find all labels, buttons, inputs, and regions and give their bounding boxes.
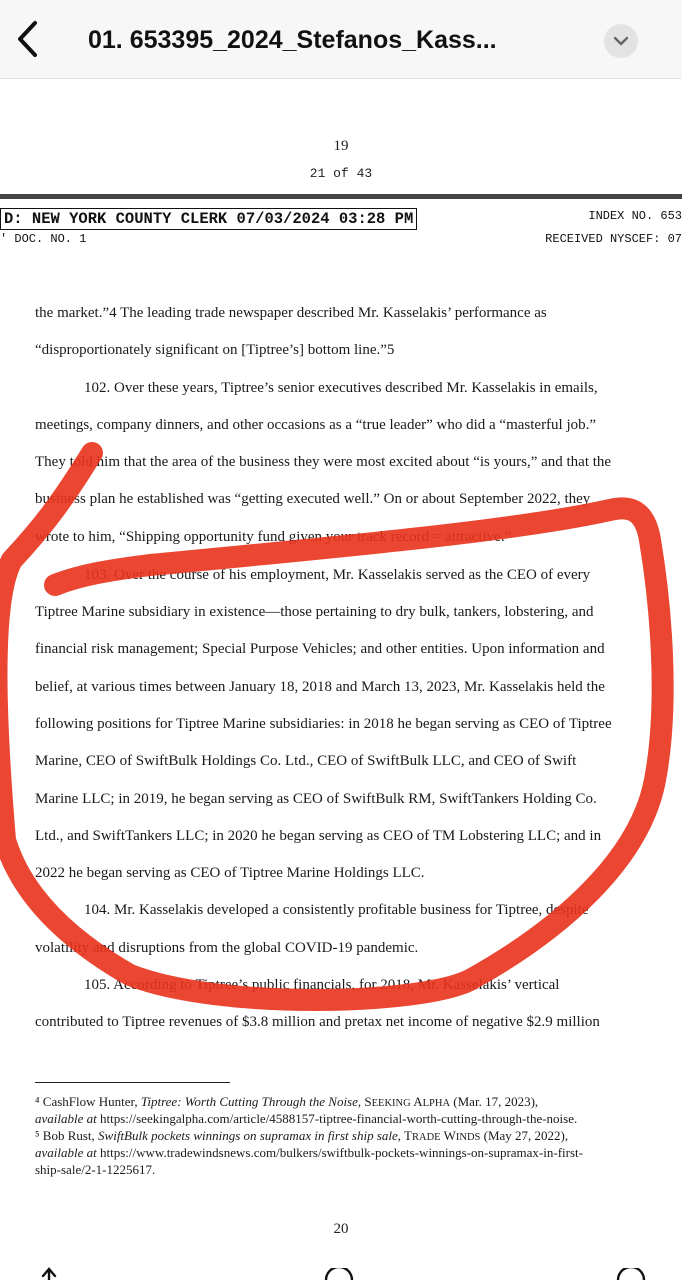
footnote-5-url-cont: ship-sale/2-1-1225617. [35, 1162, 156, 1177]
body-line: Marine, CEO of SwiftBulk Holdings Co. Ltd., CEO of SwiftBulk LLC, and CEO of Swift [35, 753, 577, 769]
body-line: Ltd., and SwiftTankers LLC; in 2020 he began serving as CEO of TM Lobstering LLC; and in [35, 828, 602, 844]
footnote-5: ⁵ Bob Rust, SwiftBulk pockets winnings on supramax in first ship sale, TRADE WINDS (May 27, 2022), [35, 1128, 569, 1143]
page-counter: 21 of 43 [309, 166, 373, 181]
body-line: contributed to Tiptree revenues of $3.8 million and pretax net income of negative $2.9 million [35, 1014, 600, 1030]
top-bar [0, 0, 682, 79]
body-line: financial risk management; Special Purpose Vehicles; and other entities. Upon information and [35, 641, 605, 657]
body-line: “disproportionately significant on [Tiptree’s] bottom line.”5 [35, 342, 395, 358]
footnote-4: ⁴ CashFlow Hunter, Tiptree: Worth Cutting Through the Noise, SEEKING ALPHA (Mar. 17, 2023), [35, 1094, 539, 1109]
bottom-toolbar [0, 1262, 682, 1280]
page-number-top: 19 [333, 138, 349, 154]
body-line: Marine LLC; in 2019, he began serving as CEO of SwiftBulk RM, SwiftTankers Holding Co. [35, 791, 597, 807]
footnote-4-url: available at https://seekingalpha.com/article/4588157-tiptree-financial-worth-cutting-through-the-noise. [35, 1111, 578, 1126]
body-line: business plan he established was “getting executed well.” On or about September 2022, they [35, 491, 591, 507]
doc-number: ' DOC. NO. 1 [0, 232, 87, 246]
footnote-link[interactable]: https://www.tradewindsnews.com/bulkers/swiftbulk-pockets-winnings-on-supramax-in-first- [96, 1145, 583, 1160]
body-line: wrote to him, “Shipping opportunity fund given your track record = attractive.” [35, 529, 512, 545]
chevron-down-icon [613, 36, 629, 46]
footnote-5-url: available at https://www.tradewindsnews.com/bulkers/swiftbulk-pockets-winnings-on-supramax-in-first- [35, 1145, 583, 1160]
body-line: following positions for Tiptree Marine subsidiaries: in 2018 he began serving as CEO of Tiptree [35, 716, 612, 732]
document-title: 01. 653395_2024_Stefanos_Kass... [88, 26, 497, 54]
paragraph-104: 104. Mr. Kasselakis developed a consistently profitable business for Tiptree, despite [84, 902, 589, 918]
clerk-stamp: D: NEW YORK COUNTY CLERK 07/03/2024 03:28 PM [0, 208, 417, 230]
share-icon[interactable] [36, 1266, 62, 1280]
chevron-left-icon [15, 19, 41, 59]
body-line: belief, at various times between January 18, 2018 and March 13, 2023, Mr. Kasselakis held the [35, 679, 605, 695]
body-line: volatility and disruptions from the global COVID-19 pandemic. [35, 940, 419, 956]
body-line: meetings, company dinners, and other occasions as a “true leader” who did a “masterful job.” [35, 417, 597, 433]
footnote-link[interactable]: https://seekingalpha.com/article/4588157-tiptree-financial-worth-cutting-through-the-noise. [96, 1111, 578, 1126]
search-icon[interactable] [322, 1268, 356, 1280]
body-line: They told him that the area of the business they were most excited about “is yours,” and that the [35, 454, 612, 470]
paragraph-103: 103. Over the course of his employment, Mr. Kasselakis served as the CEO of every [84, 567, 591, 583]
title-dropdown-button[interactable] [604, 24, 638, 58]
page-number-bottom: 20 [333, 1221, 349, 1237]
back-button[interactable] [8, 14, 48, 64]
body-line: Tiptree Marine subsidiary in existence—those pertaining to dry bulk, tankers, lobstering, and [35, 604, 594, 620]
paragraph-105: 105. According to Tiptree’s public financials, for 2018, Mr. Kasselakis’ vertical [84, 977, 560, 993]
more-icon[interactable] [614, 1268, 648, 1280]
index-number: INDEX NO. 653 [588, 209, 682, 223]
body-line: the market.”4 The leading trade newspaper described Mr. Kasselakis’ performance as [35, 305, 547, 321]
header-divider [0, 194, 682, 199]
received-nyscef: RECEIVED NYSCEF: 07 [545, 232, 682, 246]
paragraph-102: 102. Over these years, Tiptree’s senior executives described Mr. Kasselakis in emails, [84, 380, 598, 396]
footnote-divider [35, 1082, 230, 1083]
body-line: 2022 he began serving as CEO of Tiptree Marine Holdings LLC. [35, 865, 425, 881]
